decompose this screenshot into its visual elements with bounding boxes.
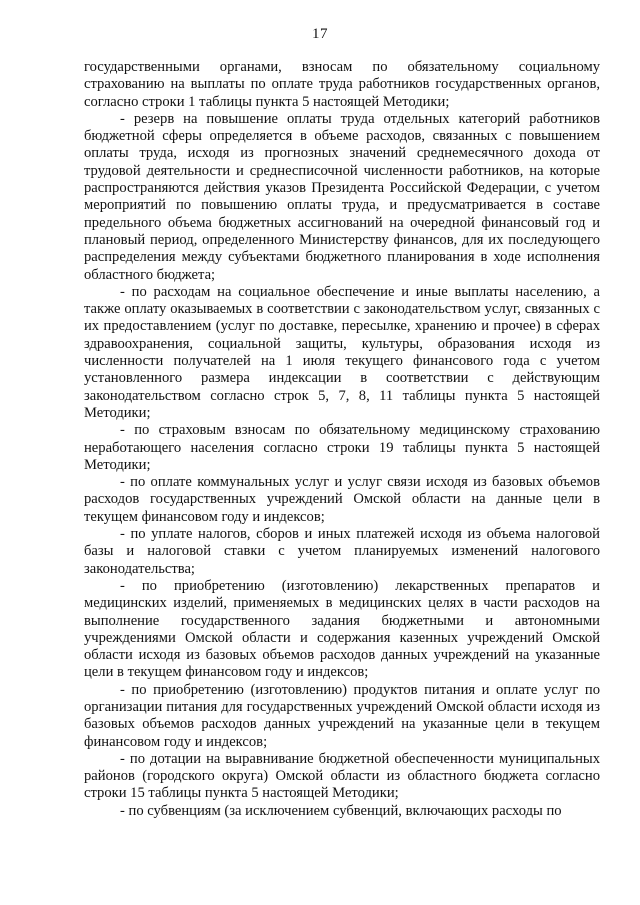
paragraph-10: - по субвенциям (за исключением субвенций, включающих расходы по	[120, 802, 562, 819]
paragraph-5: - по оплате коммунальных услуг и услуг связи исходя из базовых объемов расходов государственных учреждений Омской области на данные цели в текущем финансовом году и индексов;	[84, 474, 600, 525]
paragraph-3: - по расходам на социальное обеспечение и иные выплаты населению, а также оплату оказываемых в соответствии с законодательством услуг, связанных с их предоставлением (услуг по доставке, пересылке, хранению и прочее) в сферах здравоохранения, социальной защиты, культуры, образования исходя из численности получателей на 1 июля текущего финансового года с учетом установленного размера индексации в соответствии с действующим законодательством согласно строк 5, 7, 8, 11 таблицы пункта 5 настоящей Методики;	[84, 283, 600, 421]
paragraph-7: - по приобретению (изготовлению) лекарственных препаратов и медицинских изделий, применяемых в медицинских целях в части расходов на выполнение государственного задания бюджетными и автономными учреждениями Омской области и содержания казенных учреждений Омской области исходя из базовых объемов расходов данных учреждений на указанные цели в текущем финансовом году и индексов;	[84, 577, 600, 681]
paragraph-8: - по приобретению (изготовлению) продуктов питания и оплате услуг по организации питания для государственных учреждений Омской области исходя из базовых объемов расходов данных учреждений на указанные цели в текущем финансовом году и индексов;	[84, 681, 600, 750]
paragraph-1: государственными органами, взносам по обязательному социальному страхованию на выплаты по оплате труда работников государственных органов, согласно строки 1 таблицы пункта 5 настоящей Методики;	[84, 59, 600, 110]
paragraph-9: - по дотации на выравнивание бюджетной обеспеченности муниципальных районов (городского округа) Омской области из областного бюджета согласно строки 15 таблицы пункта 5 настоящей Методики;	[84, 750, 600, 802]
body-text	[84, 59, 600, 820]
page-number: 17	[312, 26, 328, 42]
paragraph-6: - по уплате налогов, сборов и иных платежей исходя из объема налоговой базы и налоговой ставки с учетом планируемых изменений налогового законодательства;	[84, 526, 600, 577]
paragraph-4: - по страховым взносам по обязательному медицинскому страхованию неработающего населения согласно строки 19 таблицы пункта 5 настоящей Методики;	[84, 422, 600, 473]
paragraph-2: - резерв на повышение оплаты труда отдельных категорий работников бюджетной сферы определяется в объеме расходов, связанных с повышением оплаты труда, исходя из прогнозных значений среднемесячного дохода от трудовой деятельности и среднесписочной численности работников, на которые распространяются действия указов Президента Российской Федерации, с учетом мероприятий по повышению оплаты труда, и предусматривается в составе предельного объема бюджетных ассигнований на очередной финансовый год и плановый период, определенного Министерству финансов, для их последующего распределения между субъектами бюджетного планирования в ходе исполнения областного бюджета;	[84, 110, 600, 283]
